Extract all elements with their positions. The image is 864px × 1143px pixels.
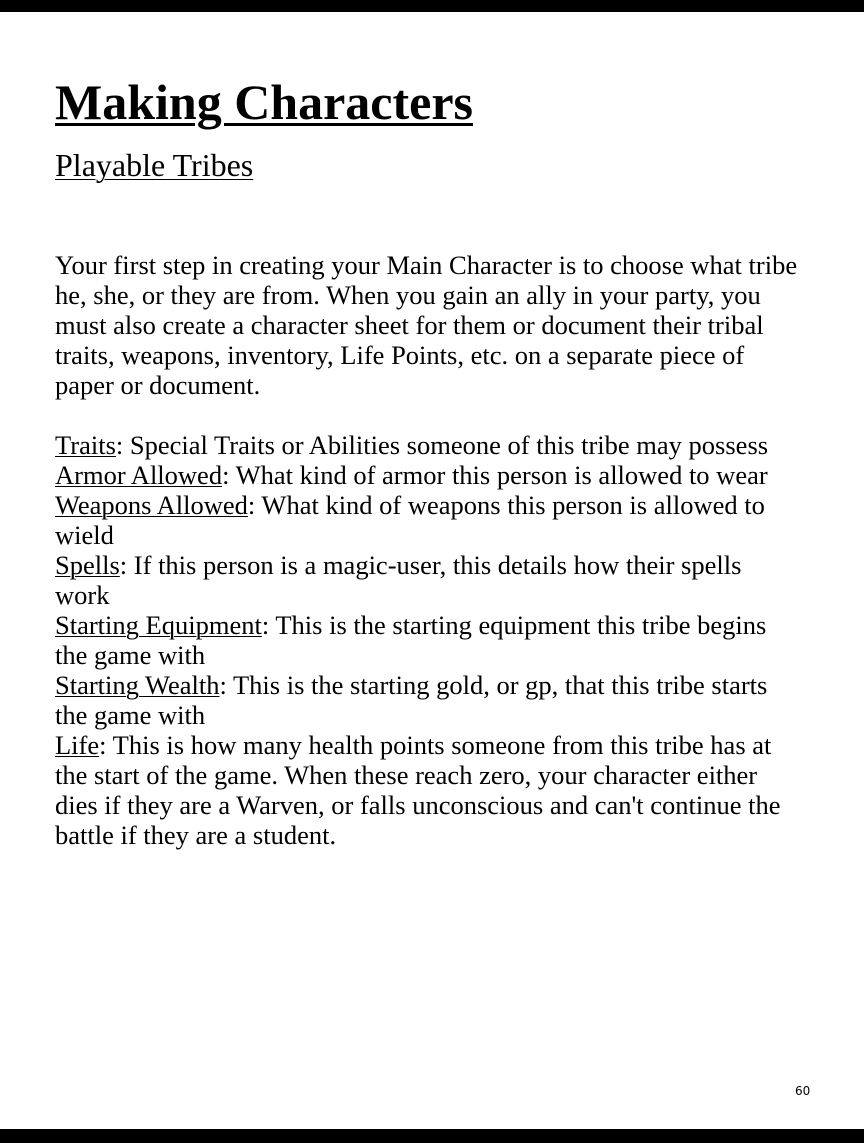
definition-item-starting-equipment [55,610,800,670]
definition-term: Starting Equipment [55,610,262,640]
definition-separator: : [222,460,230,490]
definition-text: Special Traits or Abilities someone of this tribe may possess [123,430,769,460]
intro-paragraph: Your first step in creating your Main Character is to choose what tribe he, she, or they are from. When you gain an ally in your party, you must also create a character sheet for them or document their tribal traits, weapons, inventory, Life Points, etc. on a separate piece of paper or document. [55,250,798,400]
definition-term: Armor Allowed [55,460,223,490]
definition-separator: : [247,490,256,520]
definition-list [55,430,800,850]
definition-term: Traits [55,430,116,460]
definition-text: This is how many health points someone from this tribe has at the start of the game. When these reach zero, your character either dies if they are a Warven, or falls unconscious and can't continue the battle if they are a student. [55,730,781,850]
definition-text: This is the starting equipment this tribe begins the game with [55,610,767,670]
definition-item-life [55,730,800,850]
definition-text: This is the starting gold, or gp, that this tribe starts the game with [55,670,768,730]
definition-term: Weapons Allowed [55,490,248,520]
section-subtitle: Playable Tribes [55,147,254,183]
definition-text: If this person is a magic-user, this details how their spells work [55,550,742,610]
bottom-border [0,1129,864,1143]
definition-term: Life [55,730,100,760]
top-border [0,0,864,12]
definition-separator: : [219,670,227,700]
definition-separator: : [119,550,128,580]
definition-separator: : [99,730,107,760]
definition-term: Spells [55,550,120,580]
page-number: 60 [795,1084,811,1098]
definition-separator: : [115,430,124,460]
definition-item-armor-allowed [55,460,800,490]
definition-item-starting-wealth [55,670,800,730]
page-title: Making Characters [55,74,473,130]
definition-item-traits [55,430,800,460]
definition-term: Starting Wealth [55,670,220,700]
definition-separator: : [261,610,270,640]
definition-text: What kind of weapons this person is allowed to wield [55,490,765,550]
definition-item-weapons-allowed [55,490,800,550]
definition-text: What kind of armor this person is allowed to wear [229,460,768,490]
definition-item-spells [55,550,800,610]
